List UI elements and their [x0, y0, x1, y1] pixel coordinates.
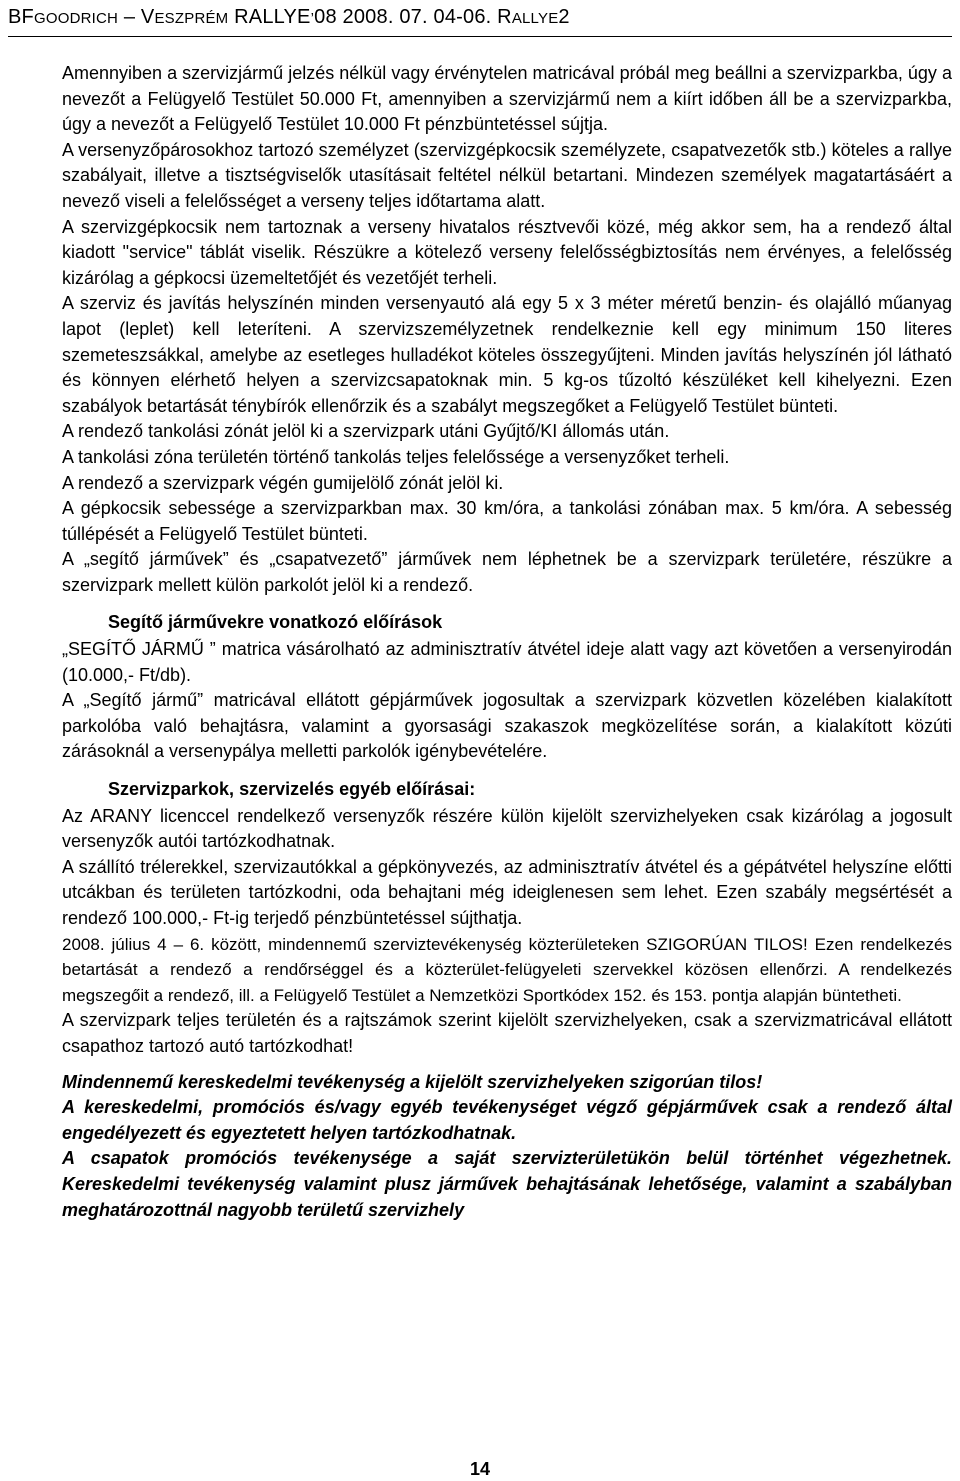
- header-rallye2-small: ALLYE: [511, 10, 559, 27]
- document-body: [62, 61, 952, 1223]
- paragraph: A szervizpark teljes területén és a rajtszámok szerint kijelölt szervizhelyeken, csak a szervizmatricával ellátott csapathoz tartozó autó tartózkodhat!: [62, 1010, 952, 1056]
- paragraph: A „segítő járművek” és „csapatvezető” járművek nem léphetnek be a szervizpark területére, részükre a szervizpark mellett külön parkolót jelöl ki a rendező.: [62, 549, 952, 595]
- paragraph: „SEGÍTŐ JÁRMŰ ” matrica vásárolható az adminisztratív átvétel ideje alatt vagy azt követően a versenyirodán (10.000,- Ft/db).: [62, 639, 952, 685]
- paragraph: A szállító trélerekkel, szervizautókkal a gépkönyvezés, az adminisztratív átvétel és a gépátvétel helyszíne előtti utcákban és területen tartózkodni, oda behajtani még ideiglenesen sem lehet. Ezen szabály megsértését a rendező 100.000,- Ft-ig terjedő pénzbüntetéssel sújthatja.: [62, 856, 952, 928]
- paragraph: A rendező tankolási zónát jelöl ki a szervizpark utáni Gyűjtő/KI állomás után.: [62, 421, 670, 442]
- header-dash: – V: [118, 6, 155, 28]
- header-city-small: ESZPRÉM: [154, 10, 229, 27]
- paragraph: Amennyiben a szervizjármű jelzés nélkül vagy érvénytelen matricával próbál meg beállni a szervizparkba, úgy a nevezőt a Felügyelő Testület 50.000 Ft, amennyiben a szervizjármű nem a kiírt időben áll be a szervizparkba, úgy a nevezőt a Felügyelő Testület 10.000 Ft pénzbüntetéssel sújtja.: [62, 63, 952, 135]
- page-header: [8, 6, 952, 30]
- bold-italic-line: A kereskedelmi, promóciós és/vagy egyéb tevékenységet végző gépjárművek csak a rendező által engedélyezett és egyeztetett helyen tartózkodhatnak.: [62, 1097, 952, 1143]
- header-apostrophe: ’: [310, 10, 315, 27]
- page-number: 14: [469, 1459, 491, 1479]
- paragraph: A szerviz és javítás helyszínén minden versenyautó alá egy 5 x 3 méter méretű benzin- és olajálló műanyag lapot (leplet) kell leteríteni. A szervizszemélyzetnek rendelkeznie kell egy minimum 150 literes szemeteszsákkal, amelybe az esetleges hulladékot köteles összegyűjteni. Minden javítás helyszínén jól látható és könnyen elérhető helyen a szervizcsapatoknak min. 5 kg-os tűzoltó készüléket kell kihelyezni. Ezen szabályok betartását ténybírók ellenőrzik és a szabályt megszegőket a Felügyelő Testület bünteti.: [62, 293, 952, 416]
- paragraph: A „Segítő jármű” matricával ellátott gépjárművek jogosultak a szervizpark közvetlen közelében kialakított parkolóba való behajtásra, valamint a gyorsasági szakaszok megközelítése során, a kialakított közúti zárásoknál a versenypálya melletti parkolók igénybevételére.: [62, 690, 952, 762]
- paragraph: A tankolási zóna területén történő tankolás teljes felelőssége a versenyzőket terheli.: [62, 446, 730, 467]
- paragraph: A rendező a szervizpark végén gumijelölő zónát jelöl ki.: [62, 472, 504, 493]
- header-brand-small: GOODRICH: [33, 10, 119, 27]
- header-divider: [8, 36, 952, 37]
- header-brand: BF: [8, 6, 34, 28]
- header-date: 08 2008. 07. 04-06. R: [314, 6, 512, 28]
- paragraph: A versenyzőpárosokhoz tartozó személyzet (szervizgépkocsik személyzete, csapatvezetők stb.) köteles a rallye szabályait, illetve a tisztségviselők utasításait feltétel nélkül betartani. Mindezen személyek magatartásáért a nevező viseli a felelősséget a verseny teljes időtartama alatt.: [62, 139, 952, 211]
- paragraph: A gépkocsik sebessége a szervizparkban max. 30 km/óra, a tankolási zónában max. 5 km/óra. A sebesség túllépését a Felügyelő Testület bünteti.: [62, 498, 952, 544]
- commercial-rules-block: [62, 1070, 952, 1224]
- paragraph: Az ARANY licenccel rendelkező versenyzők részére külön kijelölt szervizhelyeken csak kizárólag a jogosult versenyzők autói tartózkodhatnak.: [62, 805, 952, 852]
- section-heading-helper-vehicles: Segítő járművekre vonatkozó előírások: [108, 612, 443, 633]
- paragraph: A szervizgépkocsik nem tartoznak a verseny hivatalos résztvevői közé, még akkor sem, ha a rendező által kiadott "service" táblát viselik. Részükre a kötelező verseny felelősségbiztosítás nem érvényes, a felelősség kizárólag a gépkocsi üzemeltetőjét és vezetőjét terheli.: [62, 216, 952, 288]
- paragraph: 2008. július 4 – 6. között, mindennemű szerviztevékenység közterületeken SZIGORÚAN TILOS! Ezen rendelkezés betartását a rendező a rendőrséggel és a közterület-felügyeleti szervekkel közösen ellenőrzi. A rendelkezés megszegőit a rendező, ill. a Felügyelő Testület a Nemzetközi Sportkódex 152. és 153. pontja alapján büntetheti.: [62, 934, 952, 1005]
- bold-italic-line: A csapatok promóciós tevékenysége a saját szervizterületükön belül történhet végezhetnek. Kereskedelmi tevékenység valamint plusz járművek behajtásának lehetősége, valamint a szabályban meghatározottnál nagyobb területű szervizhely: [62, 1148, 952, 1220]
- header-rallye2-num: 2: [558, 6, 570, 28]
- bold-italic-line: Mindennemű kereskedelmi tevékenység a kijelölt szervizhelyeken szigorúan tilos!: [62, 1071, 763, 1092]
- section-heading-service-park: Szervizparkok, szervizelés egyéb előírásai:: [108, 779, 476, 800]
- header-rallye: RALLYE: [228, 6, 311, 28]
